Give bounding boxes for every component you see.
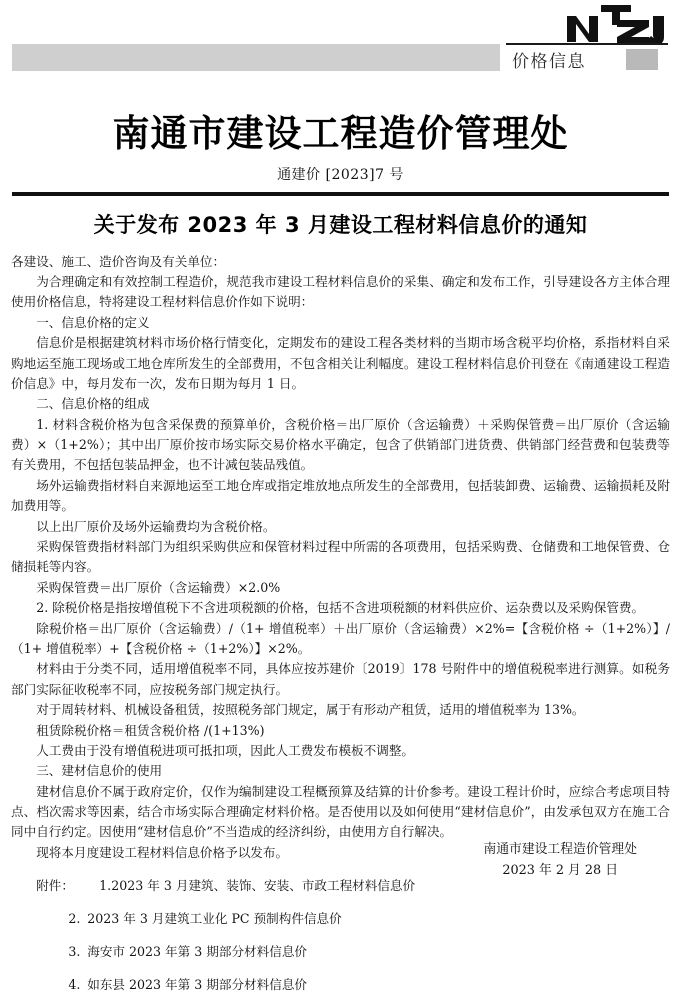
document-body xyxy=(11,252,670,864)
section-2-item-1: 1. 材料含税价格为包含采保费的预算单价，含税价格＝出厂原价（含运输费）＋采购保管费＝出厂原价（含运输费）×（1+2%）；其中出厂原价按市场实际交易价格水平确定，包含了供销部门进货费、供销部门经营费和包装费等有关费用，不包括包装品押金，也不计减包装品残值。 xyxy=(11,416,670,473)
masthead xyxy=(0,0,681,92)
attachment-text: 2023 年 3 月建筑工业化 PC 预制构件信息价 xyxy=(87,910,342,926)
masthead-section-label: 价格信息 xyxy=(512,52,586,72)
attachment-number: 3. xyxy=(68,943,81,959)
section-2-item-2: 2. 除税价格是指按增值税下不含进项税额的价格，包括不含进项税额的材料供应价、运杂费以及采购保管费。 xyxy=(36,600,645,616)
attachment-item-4 xyxy=(11,975,670,995)
section-2-para-2: 场外运输费指材料自来源地运至工地仓库或指定堆放地点所发生的全部费用，包括装卸费、运输费、运输损耗及附加费用等。 xyxy=(11,477,670,514)
title-rule xyxy=(12,192,669,196)
intro-paragraph: 为合理确定和有效控制工程造价，规范我市建设工程材料信息价的采集、确定和发布工作，引导建设各方主体合理使用价格信息，特将建设工程材料信息价作如下说明： xyxy=(11,273,670,310)
formula-lease-price: 租赁除税价格＝租赁含税价格 /(1+13%) xyxy=(36,722,265,738)
attachment-number: 2. xyxy=(68,910,81,926)
masthead-divider xyxy=(506,43,668,45)
attachment-text: 2023 年 3 月建筑、装饰、安装、市政工程材料信息价 xyxy=(111,877,416,893)
section-2-para-7: 人工费由于没有增值税进项可抵扣项，因此人工费发布模板不调整。 xyxy=(36,742,414,758)
salutation: 各建设、施工、造价咨询及有关单位： xyxy=(11,253,226,269)
formula-tax-excluded-price: 除税价格＝出厂原价（含运输费）/（1+ 增值税率）＋出厂原价（含运输费）×2%=【含税价格 ÷（1+2%）】/（1+ 增值税率）+【含税价格 ÷（1+2%）】×2%。 xyxy=(11,620,670,656)
section-3-heading: 三、建材信息价的使用 xyxy=(36,763,163,779)
masthead-gray-chip xyxy=(626,49,658,70)
attachment-text: 海安市 2023 年第 3 期部分材料信息价 xyxy=(87,943,308,959)
attachment-item-3 xyxy=(11,942,670,962)
attachment-label: 附件： xyxy=(36,877,74,893)
section-1-heading: 一、信息价格的定义 xyxy=(36,314,150,330)
attachment-item-2 xyxy=(11,909,670,929)
section-2-para-6: 对于周转材料、机械设备租赁，按照税务部门规定，属于有形动产租赁，适用的增值税率为 13%。 xyxy=(36,702,585,718)
section-1-para-1: 信息价是根据建筑材料市场价格行情变化，定期发布的建设工程各类材料的当期市场含税平均价格，系指材料自采购地运至施工现场或工地仓库所发生的全部费用，不包含相关让利幅度。建设工程材料信息价刊登在《南通建设工程造价信息》中，每月发布一次，发布日期为每月 1 日。 xyxy=(11,335,670,391)
section-3-para-1: 建材信息价不属于政府定价，仅作为编制建设工程概预算及结算的计价参考。建设工程计价时，应综合考虑项目特点、档次需求等因素，结合市场实际合理确定材料价格。是否使用以及如何使用“建材信息价”，由发承包双方在施工合同中自行约定。因使用“建材信息价”不当造成的经济纠纷，由使用方自行解决。 xyxy=(11,783,670,840)
page-title: 南通市建设工程造价管理处 xyxy=(112,111,569,155)
notice-title: 关于发布 2023 年 3 月建设工程材料信息价的通知 xyxy=(93,212,588,237)
attachment-number: 4. xyxy=(68,976,81,992)
formula-procurement-fee: 采购保管费＝出厂原价（含运输费）×2.0% xyxy=(36,579,281,595)
ntzj-logo-icon xyxy=(565,4,669,48)
attachment-text: 如东县 2023 年第 3 期部分材料信息价 xyxy=(87,976,308,992)
signature-block xyxy=(483,839,637,883)
signature-date: 2023 年 2 月 28 日 xyxy=(502,863,619,879)
document-number: 通建价 [2023]7 号 xyxy=(277,166,404,183)
attachment-list xyxy=(11,876,670,995)
signature-issuer: 南通市建设工程造价管理处 xyxy=(483,841,637,857)
section-2-heading: 二、信息价格的组成 xyxy=(36,396,150,412)
section-2-para-4: 采购保管费指材料部门为组织采购供应和保管材料过程中所需的各项费用，包括采购费、仓储费和工地保管费、仓储损耗等内容。 xyxy=(11,539,670,575)
masthead-gray-bar xyxy=(12,44,500,71)
section-2-para-5: 材料由于分类不同，适用增值税率不同，具体应按苏建价〔2019〕178 号附件中的增值税税率进行测算。如税务部门实际征收税率不同，应按税务部门规定执行。 xyxy=(11,661,670,697)
closing-paragraph: 现将本月度建设工程材料信息价格予以发布。 xyxy=(36,844,289,860)
attachment-number: 1. xyxy=(99,877,112,893)
section-2-para-3: 以上出厂原价及场外运输费均为含税价格。 xyxy=(36,518,276,534)
